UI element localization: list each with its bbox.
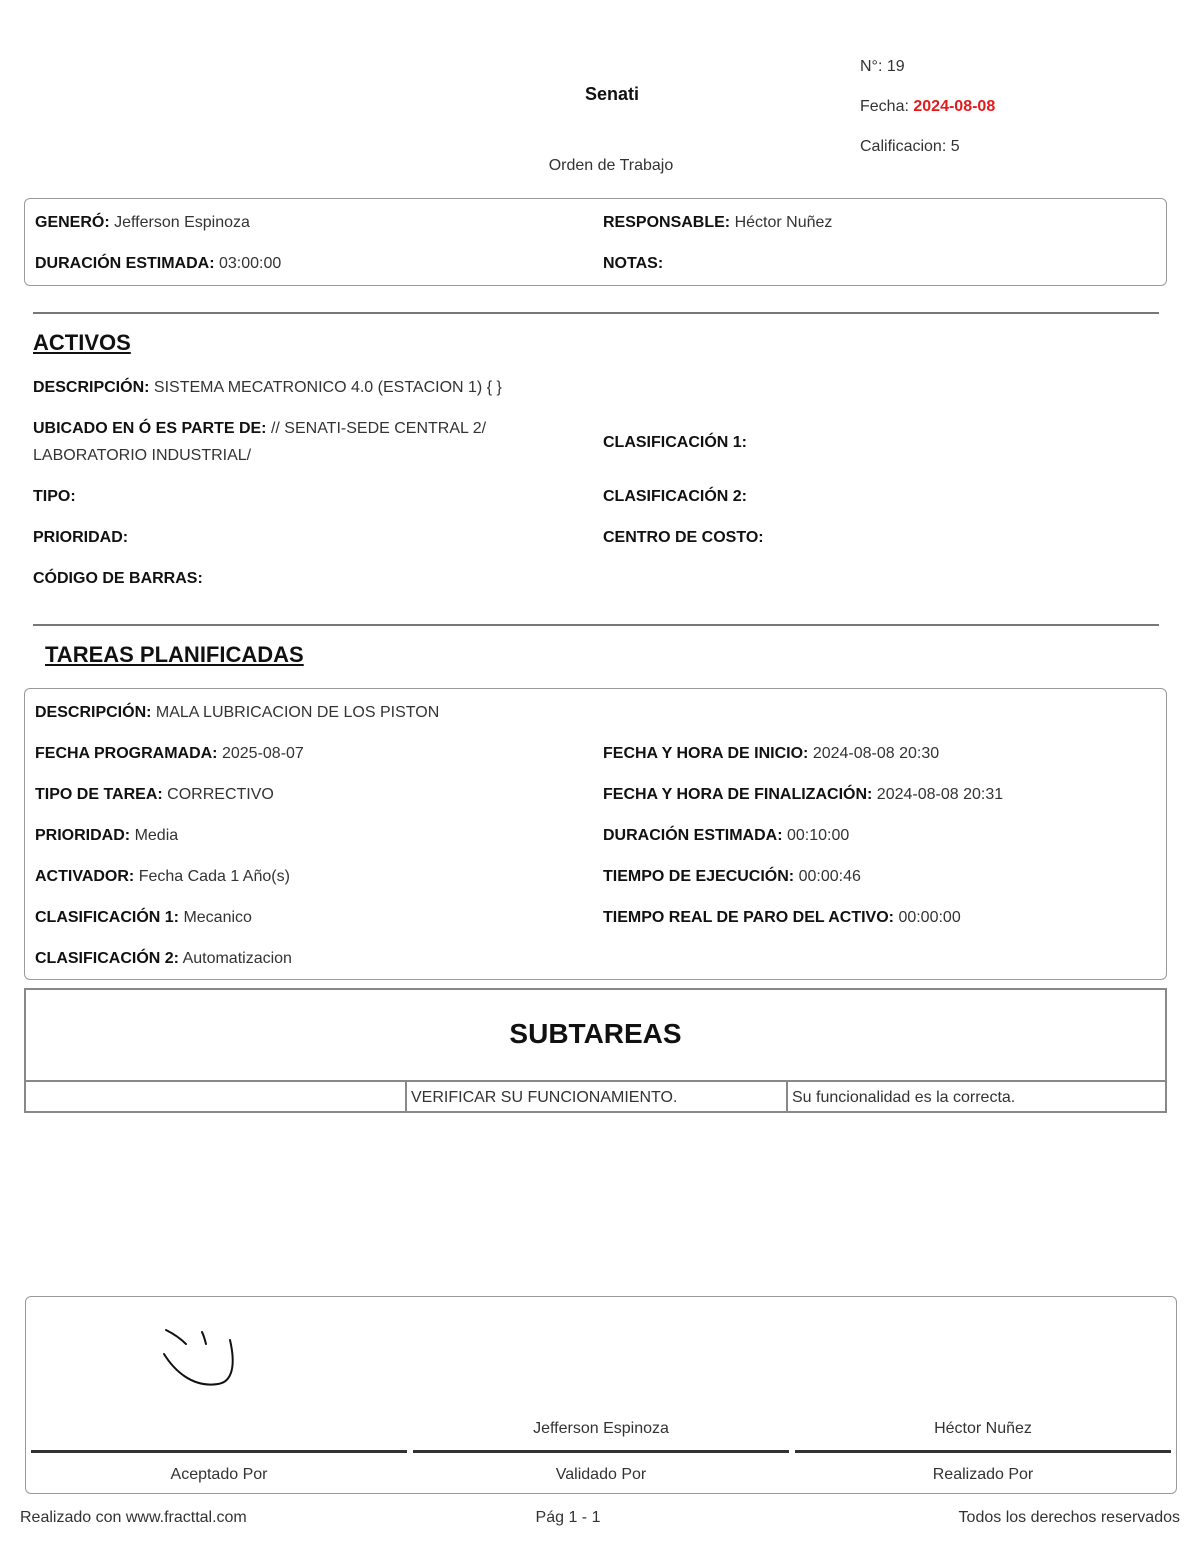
estimated-duration-value: 03:00:00 [219, 255, 282, 272]
task-classification-1-label: CLASIFICACIÓN 1: [35, 909, 179, 926]
task-start-label: FECHA Y HORA DE INICIO: [603, 745, 809, 762]
footer-rights: Todos los derechos reservados [958, 1509, 1180, 1526]
task-scheduled-date [35, 744, 304, 764]
asset-location-cont [33, 446, 251, 466]
order-rating-value: 5 [950, 138, 960, 155]
divider [33, 312, 1159, 314]
order-number [860, 58, 905, 76]
asset-description [33, 378, 502, 398]
order-date-label: Fecha: [860, 98, 909, 115]
task-downtime-label: TIEMPO REAL DE PARO DEL ACTIVO: [603, 909, 894, 926]
asset-description-value: SISTEMA MECATRONICO 4.0 (ESTACION 1) { } [153, 379, 502, 396]
done-by-role: Realizado Por [932, 1466, 1034, 1483]
task-priority [35, 826, 178, 846]
estimated-duration-label: DURACIÓN ESTIMADA: [35, 255, 215, 272]
task-priority-label: PRIORIDAD: [35, 827, 131, 844]
task-downtime-value: 00:00:00 [898, 909, 961, 926]
task-trigger-label: ACTIVADOR: [35, 868, 135, 885]
responsible [603, 213, 832, 233]
task-classification-2-label: CLASIFICACIÓN 2: [35, 950, 179, 967]
generated-by-label: GENERÓ: [35, 214, 110, 231]
responsible-label: RESPONSABLE: [603, 214, 731, 231]
asset-type [33, 487, 76, 507]
validated-by-role: Validado Por [555, 1466, 647, 1483]
asset-location-label: UBICADO EN Ó ES PARTE DE: [33, 420, 267, 437]
task-priority-value: Media [134, 827, 179, 844]
responsible-value: Héctor Nuñez [734, 214, 833, 231]
subtasks-table [24, 988, 1167, 1113]
order-rating-label: Calificacion: [860, 138, 947, 155]
asset-cost-center-label: CENTRO DE COSTO: [603, 529, 764, 546]
notes [603, 254, 663, 274]
document-type: Orden de Trabajo [548, 157, 674, 174]
task-scheduled-date-label: FECHA PROGRAMADA: [35, 745, 218, 762]
task-trigger-value: Fecha Cada 1 Año(s) [138, 868, 290, 885]
validated-by-name: Jefferson Espinoza [533, 1420, 669, 1437]
task-classification-2-value: Automatizacion [182, 950, 292, 967]
order-number-label: N°: [860, 58, 883, 75]
task-trigger [35, 867, 290, 887]
task-classification-1-value: Mecanico [183, 909, 252, 926]
asset-classification-1-label: CLASIFICACIÓN 1: [603, 434, 747, 451]
task-end-label: FECHA Y HORA DE FINALIZACIÓN: [603, 786, 873, 803]
tasks-box [24, 688, 1167, 980]
assets-title: ACTIVOS [33, 330, 131, 355]
asset-classification-2 [603, 487, 747, 507]
asset-classification-1 [603, 433, 747, 453]
task-type-value: CORRECTIVO [167, 786, 274, 803]
task-scheduled-date-value: 2025-08-07 [221, 745, 304, 762]
task-end [603, 785, 1003, 805]
asset-location [33, 419, 486, 439]
asset-barcode-label: CÓDIGO DE BARRAS: [33, 570, 203, 587]
asset-location-value-2: LABORATORIO INDUSTRIAL/ [33, 447, 252, 464]
asset-barcode [33, 569, 203, 589]
asset-cost-center [603, 528, 764, 548]
signature-icon [160, 1326, 250, 1392]
task-classification-1 [35, 908, 252, 928]
order-date [860, 98, 995, 116]
asset-classification-2-label: CLASIFICACIÓN 2: [603, 488, 747, 505]
order-date-value: 2024-08-08 [913, 98, 996, 115]
task-estimated-duration-label: DURACIÓN ESTIMADA: [603, 827, 783, 844]
task-estimated-duration-value: 00:10:00 [787, 827, 850, 844]
subtasks-title: SUBTAREAS [509, 1018, 682, 1049]
subtask-cell: Su funcionalidad es la correcta. [792, 1089, 1016, 1106]
signature-line [795, 1450, 1171, 1453]
footer-credit: Realizado con www.fracttal.com [20, 1509, 247, 1526]
task-estimated-duration [603, 826, 849, 846]
asset-priority-label: PRIORIDAD: [33, 529, 129, 546]
signature-line [31, 1450, 407, 1453]
task-end-value: 2024-08-08 20:31 [876, 786, 1004, 803]
estimated-duration [35, 254, 281, 274]
order-rating [860, 138, 960, 156]
subtask-cell [26, 1082, 407, 1113]
asset-location-value-1: // SENATI-SEDE CENTRAL 2/ [270, 420, 487, 437]
asset-description-label: DESCRIPCIÓN: [33, 379, 150, 396]
task-downtime [603, 908, 961, 928]
footer-page: Pág 1 - 1 [535, 1509, 601, 1526]
tasks-title: TAREAS PLANIFICADAS [45, 642, 304, 667]
task-description [35, 703, 439, 723]
generated-by [35, 213, 250, 233]
task-execution-time-label: TIEMPO DE EJECUCIÓN: [603, 868, 795, 885]
generated-by-value: Jefferson Espinoza [114, 214, 250, 231]
task-start [603, 744, 939, 764]
table-row [26, 1080, 1165, 1113]
task-description-value: MALA LUBRICACION DE LOS PISTON [155, 704, 440, 721]
task-type-label: TIPO DE TAREA: [35, 786, 163, 803]
asset-priority [33, 528, 128, 548]
subtask-cell: VERIFICAR SU FUNCIONAMIENTO. [407, 1082, 788, 1113]
notes-label: NOTAS: [603, 255, 664, 272]
task-type [35, 785, 274, 805]
order-number-value: 19 [886, 58, 905, 75]
task-execution-time-value: 00:00:46 [798, 868, 861, 885]
accepted-by-role: Aceptado Por [170, 1466, 268, 1483]
signature-line [413, 1450, 789, 1453]
task-description-label: DESCRIPCIÓN: [35, 704, 152, 721]
task-execution-time [603, 867, 861, 887]
done-by-name: Héctor Nuñez [934, 1420, 1032, 1437]
divider [33, 624, 1159, 626]
task-start-value: 2024-08-08 20:30 [812, 745, 940, 762]
task-classification-2 [35, 949, 292, 969]
company-name: Senati [584, 84, 640, 104]
asset-type-label: TIPO: [33, 488, 76, 505]
